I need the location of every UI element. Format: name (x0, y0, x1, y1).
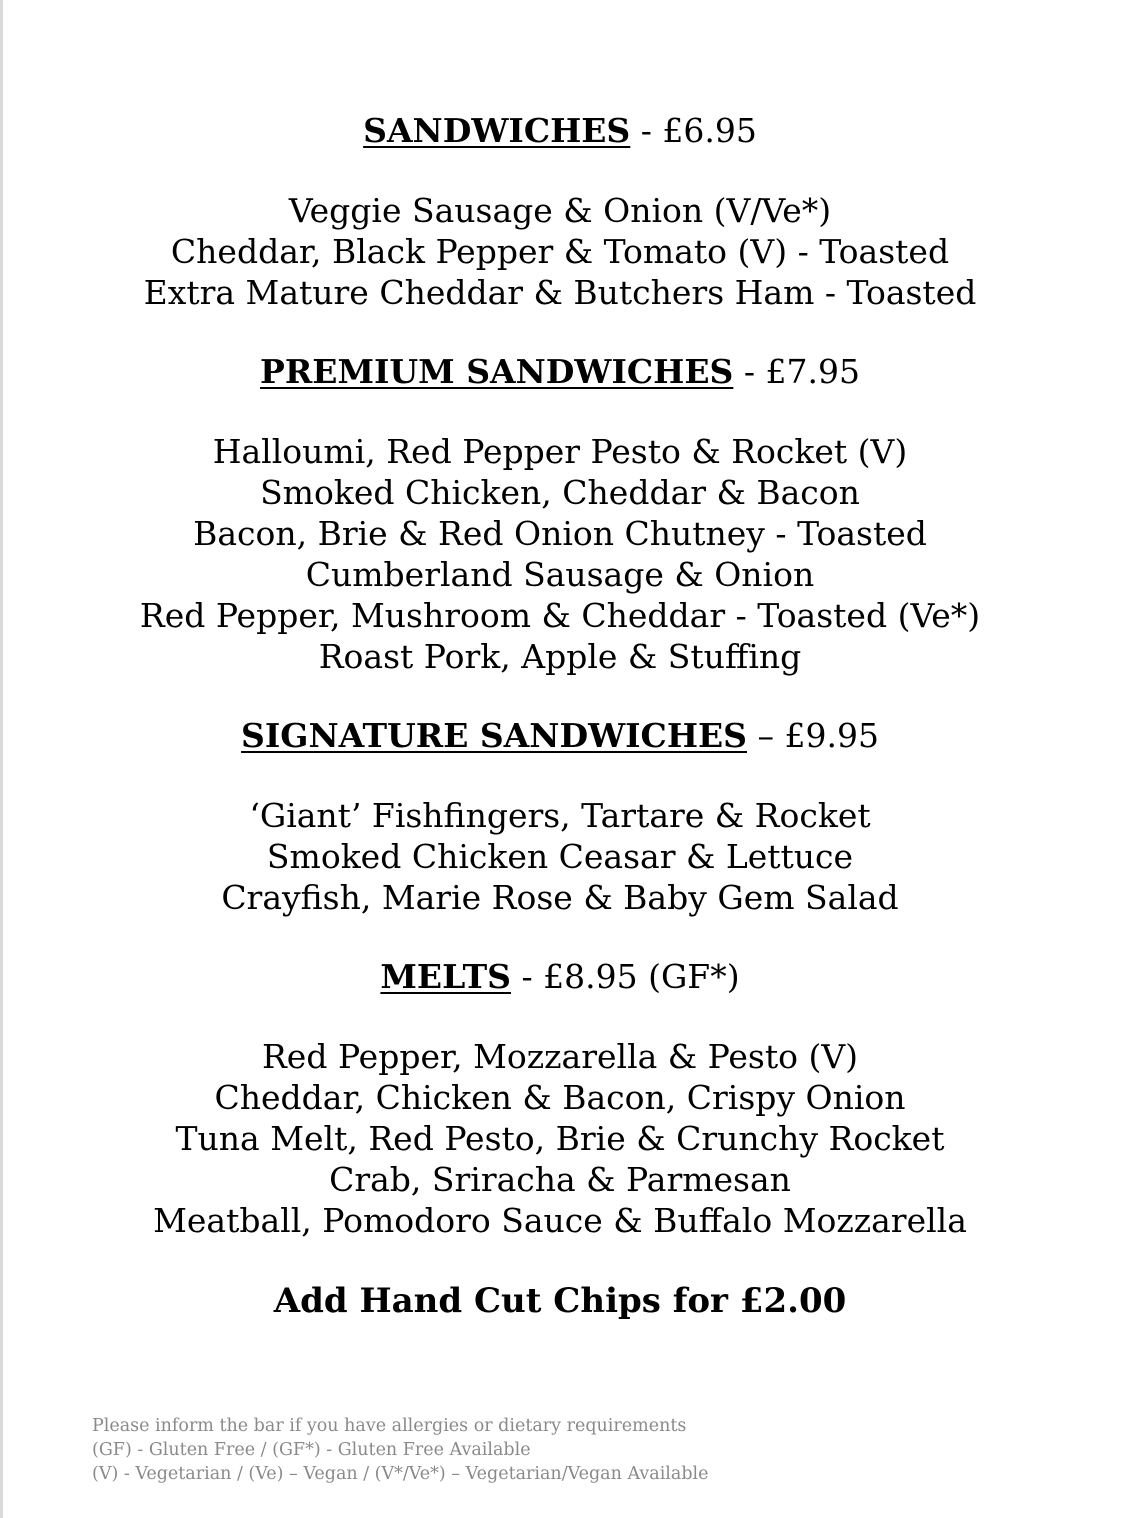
menu-item: Bacon, Brie & Red Onion Chutney - Toasted (193, 514, 927, 553)
footnote-line: (GF) - Gluten Free / (GF*) - Gluten Free Available (92, 1440, 531, 1460)
menu-item: Extra Mature Cheddar & Butchers Ham - Toasted (143, 273, 977, 312)
item-list (0, 190, 1120, 313)
menu-item: Tuna Melt, Red Pesto, Brie & Crunchy Rocket (175, 1119, 945, 1158)
add-on-note: Add Hand Cut Chips for £2.00 (273, 1281, 847, 1321)
menu-item: ‘Giant’ Fishfingers, Tartare & Rocket (249, 796, 871, 835)
menu-item: Smoked Chicken Ceasar & Lettuce (266, 837, 854, 876)
menu-item: Roast Pork, Apple & Stuffing (318, 637, 802, 676)
section-heading (0, 956, 1120, 998)
menu-item: Veggie Sausage & Onion (V/Ve*) (288, 191, 832, 230)
menu (0, 110, 1120, 1323)
item-list (0, 431, 1120, 677)
section-heading (0, 715, 1120, 757)
menu-item: Red Pepper, Mozzarella & Pesto (V) (261, 1037, 859, 1076)
section-price: - £7.95 (733, 352, 860, 391)
section-title: MELTS (380, 957, 511, 996)
footnote-line: Please inform the bar if you have allergies or dietary requirements (92, 1416, 687, 1436)
menu-item: Meatball, Pomodoro Sauce & Buffalo Mozzarella (153, 1201, 967, 1240)
section-title: PREMIUM SANDWICHES (260, 352, 734, 391)
section-title: SANDWICHES (363, 111, 631, 150)
section-heading (0, 110, 1120, 152)
menu-item: Halloumi, Red Pepper Pesto & Rocket (V) (212, 432, 908, 471)
menu-item: Cheddar, Chicken & Bacon, Crispy Onion (214, 1078, 906, 1117)
menu-item: Crayfish, Marie Rose & Baby Gem Salad (221, 878, 899, 917)
section-heading (0, 351, 1120, 393)
item-list (0, 1036, 1120, 1241)
menu-item: Smoked Chicken, Cheddar & Bacon (260, 473, 860, 512)
item-list (0, 795, 1120, 918)
footnote-line: (V) - Vegetarian / (Ve) – Vegan / (V*/Ve*) – Vegetarian/Vegan Available (92, 1464, 709, 1484)
section-premium-sandwiches (0, 351, 1120, 677)
menu-item: Cumberland Sausage & Onion (305, 555, 815, 594)
dietary-footnotes (92, 1414, 708, 1486)
section-sandwiches (0, 110, 1120, 313)
section-price: – £9.95 (747, 716, 879, 755)
menu-item: Red Pepper, Mushroom & Cheddar - Toasted (Ve*) (139, 596, 981, 635)
section-price: - £8.95 (GF*) (510, 957, 740, 996)
section-title: SIGNATURE SANDWICHES (241, 716, 747, 755)
section-price: - £6.95 (630, 111, 757, 150)
section-melts (0, 956, 1120, 1241)
menu-item: Cheddar, Black Pepper & Tomato (V) - Toasted (170, 232, 950, 271)
menu-item: Crab, Sriracha & Parmesan (329, 1160, 791, 1199)
section-signature-sandwiches (0, 715, 1120, 918)
